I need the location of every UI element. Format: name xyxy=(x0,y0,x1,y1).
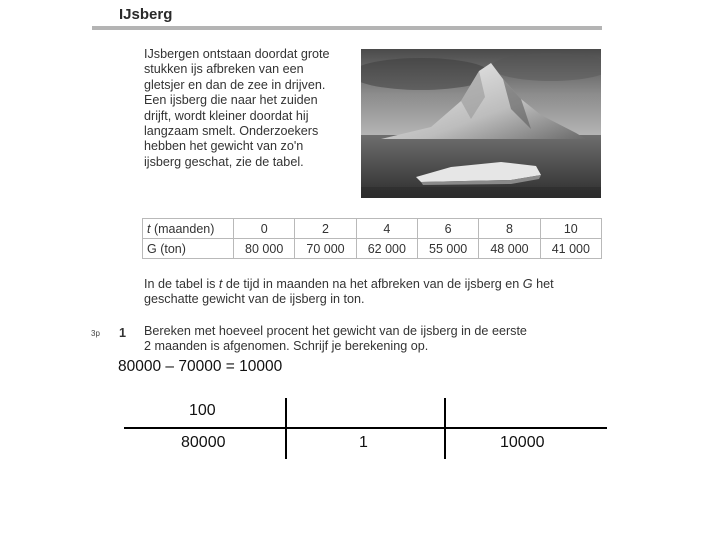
intro-line: hebben het gewicht van zo'n xyxy=(144,139,304,154)
table-cell: 0 xyxy=(234,219,295,239)
table-cell: 4 xyxy=(356,219,417,239)
weight-table xyxy=(142,218,602,259)
explanation-line xyxy=(144,277,604,292)
table-header-cell: G (ton) xyxy=(143,239,234,259)
ratio-table-cell: 80000 xyxy=(181,434,226,451)
table-header-cell xyxy=(143,219,234,239)
intro-line: gletsjer en dan de zee in drijven. xyxy=(144,77,326,92)
question-number: 1 xyxy=(119,326,127,340)
table-cell: 48 000 xyxy=(479,239,540,259)
explanation-text: In de tabel is xyxy=(144,277,219,291)
intro-line: drijft, wordt kleiner doordat hij xyxy=(144,108,309,123)
question-points: 3p xyxy=(91,329,100,338)
ratio-table-vertical-line xyxy=(444,398,446,459)
header-label: (maanden) xyxy=(150,221,215,236)
table-cell: 2 xyxy=(295,219,356,239)
iceberg-photo xyxy=(361,49,601,198)
ratio-table-cell: 100 xyxy=(189,402,216,419)
table-cell: 10 xyxy=(540,219,601,239)
intro-line: stukken ijs afbreken van een xyxy=(144,62,304,77)
question-line: 2 maanden is afgenomen. Schrijf je berekening op. xyxy=(144,339,429,354)
explanation-text: het xyxy=(532,277,554,291)
table-cell: 80 000 xyxy=(234,239,295,259)
table-cell: 55 000 xyxy=(417,239,478,259)
table-cell: 62 000 xyxy=(356,239,417,259)
table-cell: 8 xyxy=(479,219,540,239)
ratio-table-horizontal-line xyxy=(124,427,607,429)
variable-t: t xyxy=(147,221,151,236)
variable-g: G xyxy=(522,277,533,291)
intro-text xyxy=(144,47,349,170)
question-text xyxy=(144,324,527,355)
table-explanation xyxy=(144,277,604,308)
variable-t: t xyxy=(218,277,223,291)
intro-line: Een ijsberg die naar het zuiden xyxy=(144,93,318,108)
table-cell: 6 xyxy=(417,219,478,239)
question-line: Bereken met hoeveel procent het gewicht van de ijsberg in de eerste xyxy=(144,324,527,338)
title-divider xyxy=(92,26,602,30)
explanation-line: geschatte gewicht van de ijsberg in ton. xyxy=(144,292,365,307)
page-title: IJsberg xyxy=(119,6,173,23)
intro-line: langzaam smelt. Onderzoekers xyxy=(144,124,319,139)
explanation-text: de tijd in maanden na het afbreken van de ijsberg en xyxy=(222,277,523,291)
ratio-table-vertical-line xyxy=(285,398,287,459)
table-row xyxy=(143,239,602,259)
table-cell: 70 000 xyxy=(295,239,356,259)
table-row xyxy=(143,219,602,239)
handwritten-calculation: 80000 – 70000 = 10000 xyxy=(118,358,283,375)
table-cell: 41 000 xyxy=(540,239,601,259)
ratio-table-cell: 1 xyxy=(359,434,368,451)
intro-line: ijsberg geschat, zie de tabel. xyxy=(144,154,304,169)
ratio-table-cell: 10000 xyxy=(500,434,545,451)
intro-line: IJsbergen ontstaan doordat grote xyxy=(144,47,330,61)
